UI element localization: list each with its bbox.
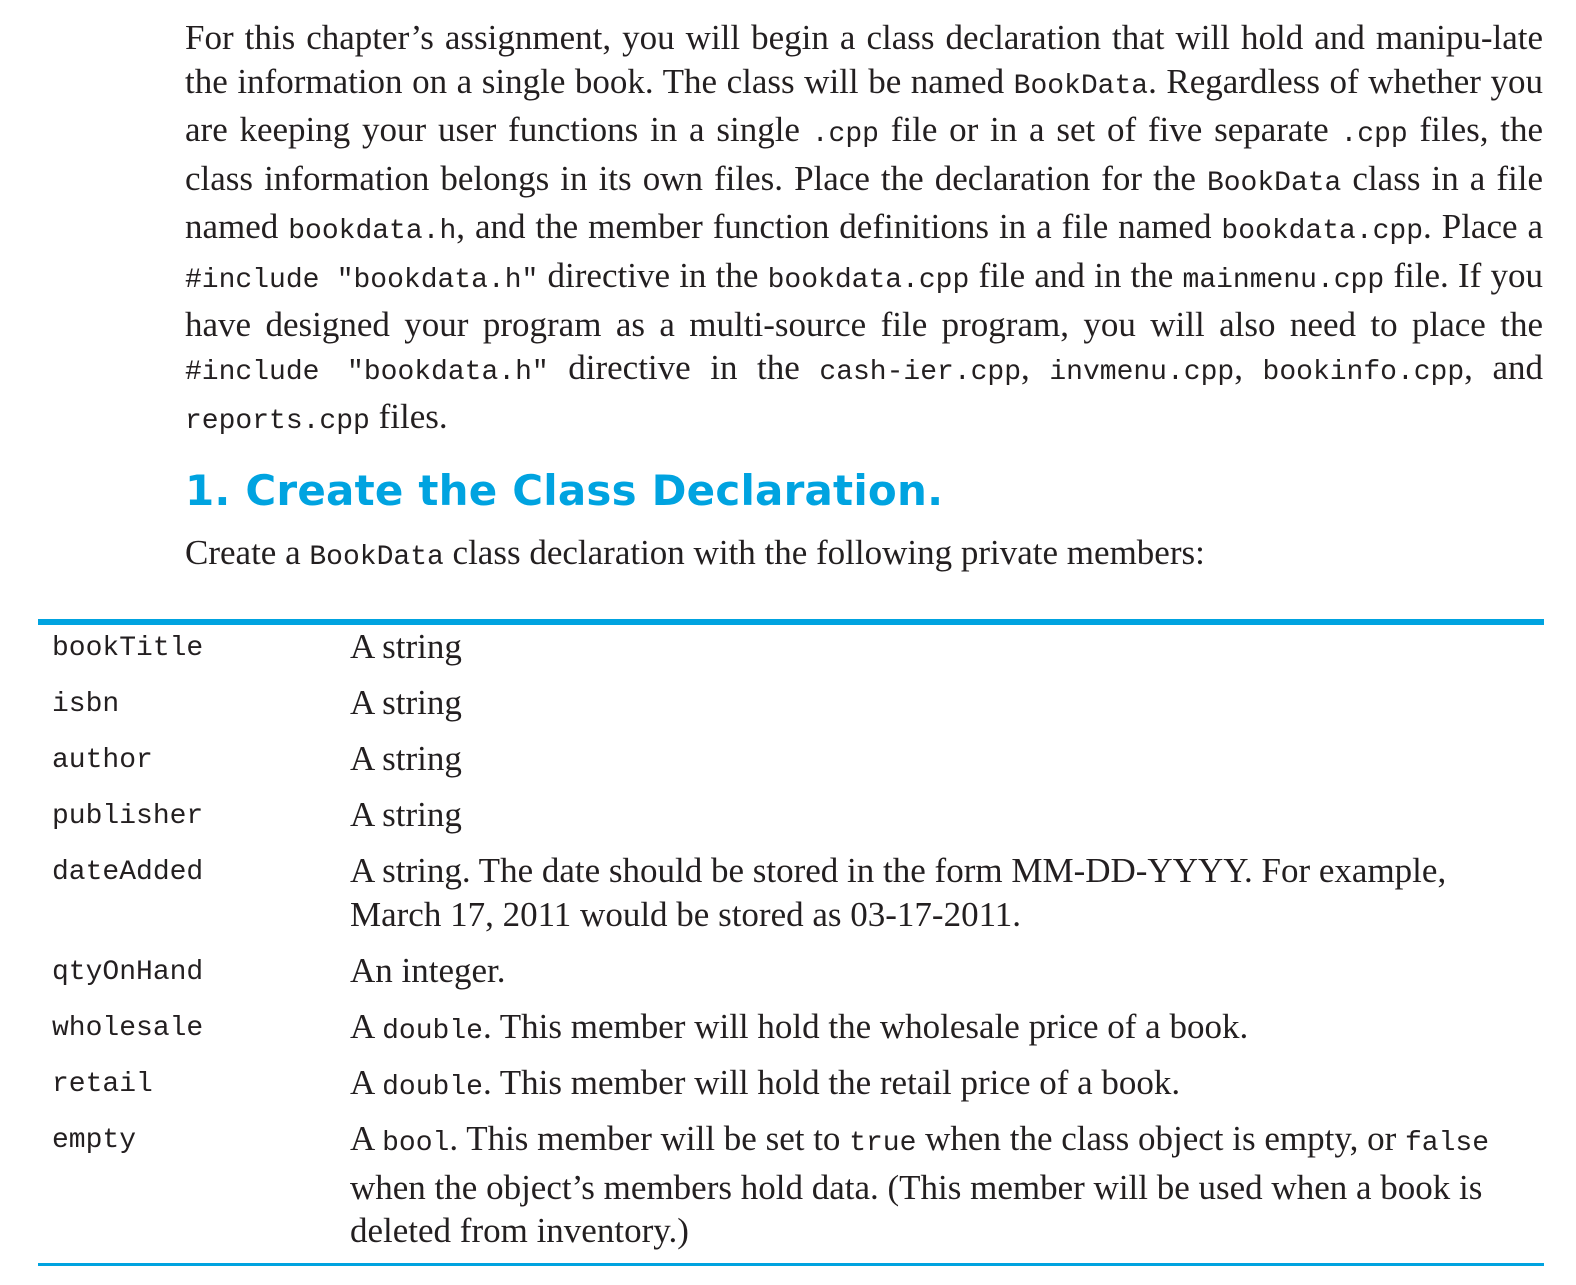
code-term: bookinfo.cpp [1262,357,1465,389]
member-name: author [52,745,153,776]
text-run: , [1234,348,1263,388]
member-row [52,949,1532,995]
code-term: BookData [1013,70,1149,102]
member-description [350,1005,1532,1054]
member-row [52,849,1532,936]
text-run: . This member will be set to [449,1119,850,1158]
member-description [350,949,1532,993]
text-run: A [350,1063,383,1102]
text-run: , [1021,348,1050,388]
table-bottom-rule [38,1263,1544,1266]
member-description [350,1061,1532,1110]
code-term: double [382,1016,483,1047]
code-term: #include "bookdata.h" [185,357,549,389]
text-run: Create a [185,533,310,572]
code-term: bookdata.h [288,216,457,248]
text-run: A string [350,795,462,834]
code-term: bookdata.cpp [1221,216,1424,248]
text-run: A [350,1007,383,1046]
member-row [52,681,1532,727]
member-name: qtyOnHand [52,957,204,988]
text-run: An integer. [350,951,506,990]
code-term: bookdata.cpp [767,264,970,296]
member-name: bookTitle [52,633,204,664]
text-run: file. If you have designed your program as a multi-source file program, you will also need to place the [185,255,1544,344]
intro-paragraph [185,16,1543,443]
text-run: when the object’s members hold data. (This member will be used when a book is deleted from inventory.) [350,1167,1483,1251]
section-heading: 1. Create the Class Declaration. [185,466,944,515]
text-run: A string. The date should be stored in the form MM-DD-YYYY. For example, March 17, 2011 would be stored as 03-17-2011. [350,851,1447,934]
member-name: publisher [52,801,204,832]
text-run: files. [369,396,448,436]
code-term: #include "bookdata.h" [185,264,539,296]
code-term: .cpp [1340,119,1408,151]
code-term: invmenu.cpp [1049,357,1235,389]
text-run: , and the member function definitions in a file named [456,207,1222,247]
text-run: A [350,1119,383,1158]
text-run: file or in a set of five separate [878,110,1341,150]
member-row [52,1117,1532,1253]
code-term: bool [382,1128,450,1159]
text-run: when the class object is empty, or [916,1119,1405,1158]
text-run: directive in the [538,255,768,295]
code-term: double [382,1072,483,1103]
member-description [350,793,1532,837]
member-description [350,625,1532,669]
member-row [52,793,1532,839]
text-run: . Regardless of whether you are keeping your user functions in a single [185,61,1543,150]
code-term: cash-ier.cpp [819,357,1022,389]
text-run: A string [350,683,462,722]
text-run: A string [350,739,462,778]
text-run: . Place a [1423,207,1543,247]
member-description [350,1117,1532,1253]
text-run: class declaration with the following private members: [443,533,1205,572]
member-description [350,681,1532,725]
code-term: .cpp [811,119,879,151]
text-run: files, the class information belongs in its own files. Place the declaration for the [185,110,1544,198]
text-run: class in a file named [185,158,1543,247]
code-term: mainmenu.cpp [1182,264,1385,296]
member-description [350,849,1532,936]
member-name: isbn [52,689,120,720]
text-run: . This member will hold the wholesale price of a book. [482,1007,1249,1046]
code-term: reports.cpp [185,405,370,437]
code-term: BookData [309,542,444,573]
member-row [52,625,1532,671]
member-name: dateAdded [52,857,204,888]
member-description [350,737,1532,781]
section-subtitle [185,531,1205,580]
text-run: , and [1464,348,1544,388]
member-name: retail [52,1069,153,1100]
code-term: true [849,1128,917,1159]
member-row [52,737,1532,783]
text-run: directive in the [548,348,820,388]
text-run: file and in the [969,255,1183,295]
member-row [52,1061,1532,1110]
text-run: For this chapter’s assignment, you will begin a class declaration that will hold and manipu-late the information on a single book. The class will be named [185,18,1543,101]
member-name: wholesale [52,1013,204,1044]
text-run: A string [350,627,462,666]
member-row [52,1005,1532,1054]
member-name: empty [52,1125,137,1156]
code-term: false [1405,1128,1490,1159]
code-term: BookData [1206,167,1342,199]
text-run: . This member will hold the retail price of a book. [482,1063,1181,1102]
